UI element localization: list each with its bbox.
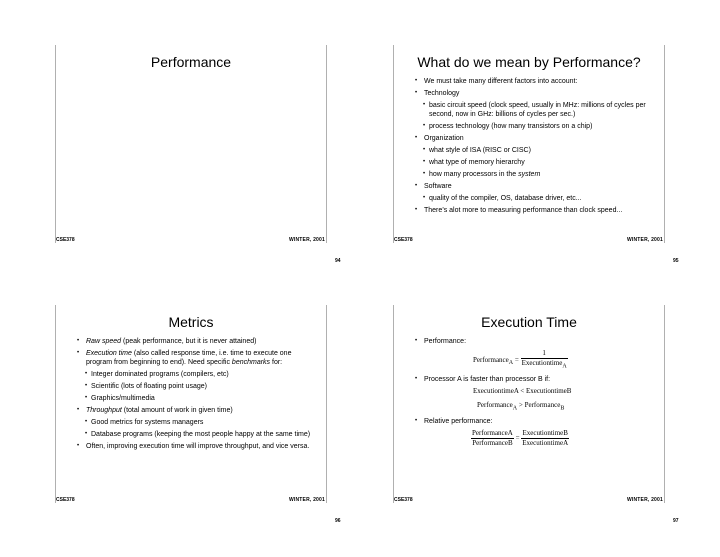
- slide-95: [393, 45, 679, 264]
- eq-den-sub: A: [562, 363, 567, 370]
- eq-fraction: [521, 349, 568, 371]
- list-subitem-text: what style of ISA (RISC or CISC): [429, 147, 531, 154]
- list-item: • Performance:: [415, 337, 655, 346]
- list-subitem-text: basic circuit speed (clock speed, usually in MHz: millions of cycles per second, now in GHz: billions of cycles per sec.): [429, 102, 646, 118]
- eq-right: Performance: [524, 401, 561, 409]
- equation-exec-compare: ExecutiontimeA < ExecutiontimeB: [473, 387, 572, 395]
- footer-course: CSE378: [56, 237, 75, 243]
- list-subitem-text: Integer dominated programs (compilers, etc): [91, 371, 229, 378]
- list-subitem: • what style of ISA (RISC or CISC): [423, 147, 531, 154]
- list-subitem: • basic circuit speed (clock speed, usually in MHz: millions of cycles per second, now in GHz: billions of cycles per sec.): [423, 102, 646, 118]
- slide-title: Metrics: [168, 314, 214, 330]
- eq-right-sub: B: [560, 405, 565, 412]
- slide-footer: [55, 495, 327, 505]
- eq-denominator: PerformanceB: [472, 439, 513, 447]
- list-item: • There’s alot more to measuring performance than clock speed...: [415, 206, 655, 215]
- list-item-text: for:: [272, 359, 283, 366]
- slide-title: Performance: [150, 54, 232, 70]
- slide-96: [55, 305, 341, 524]
- list-subitem-text: Graphics/multimedia: [91, 395, 155, 402]
- slide-94: [55, 45, 341, 264]
- footer-term: WINTER, 2001: [288, 237, 325, 243]
- slide-body: [415, 337, 655, 455]
- emphasis-text: system: [518, 171, 541, 178]
- eq-left-sub: A: [512, 405, 518, 412]
- footer-term: WINTER, 2001: [626, 497, 663, 503]
- emphasis-text: Throughput: [86, 407, 122, 414]
- equation-relative: [471, 429, 655, 455]
- list-item-text: (also called response time, i.e. time to execute one program from beginning to end). Need specific: [86, 350, 292, 366]
- eq-numerator: ExecutiontimeB: [522, 429, 568, 437]
- page-number: 96: [335, 518, 341, 524]
- list-item-text: (peak performance, but it is never attained): [122, 338, 257, 345]
- list-subitem-text: what type of memory hierarchy: [429, 159, 525, 166]
- emphasis-text: benchmarks: [231, 359, 271, 366]
- slide-body: [77, 337, 317, 454]
- list-subitem-text: Good metrics for systems managers: [91, 419, 204, 426]
- list-item: • Software: [415, 182, 655, 191]
- list-item-text: (total amount of work in given time): [123, 407, 233, 414]
- footer-term: WINTER, 2001: [626, 237, 663, 243]
- footer-course: CSE378: [394, 237, 413, 243]
- list-subitem: • Graphics/multimedia: [85, 395, 155, 402]
- eq-equals: =: [514, 355, 519, 364]
- list-subitem: • Scientific (lots of floating point usage): [85, 383, 207, 390]
- eq-den-text: Executiontime: [521, 359, 563, 367]
- emphasis-text: Execution time: [86, 350, 132, 357]
- list-subitem: • Integer dominated programs (compilers, etc): [85, 371, 229, 378]
- slide-97: [393, 305, 679, 524]
- list-item: • Organization: [415, 134, 655, 143]
- slide-body: [415, 77, 655, 218]
- page-number: 95: [673, 258, 679, 264]
- eq-lhs: Performance: [473, 355, 509, 364]
- list-item: [77, 337, 317, 346]
- eq-numerator: 1: [521, 349, 568, 359]
- list-item: [77, 406, 317, 415]
- list-item: • We must take many different factors into account:: [415, 77, 655, 86]
- list-item: • Technology: [415, 89, 655, 98]
- eq-denominator: [521, 359, 568, 371]
- list-subitem: • Good metrics for systems managers: [85, 419, 204, 426]
- eq-equals: =: [515, 434, 520, 443]
- equation-performance: [473, 349, 655, 375]
- slide-title: What do we mean by Performance?: [417, 54, 641, 70]
- emphasis-text: Raw speed: [86, 338, 122, 345]
- list-subitem: • quality of the compiler, OS, database driver, etc...: [423, 195, 582, 202]
- equation-perf-compare: [477, 401, 655, 417]
- list-subitem: • what type of memory hierarchy: [423, 159, 525, 166]
- eq-numerator: PerformanceA: [472, 429, 513, 437]
- list-item: • Processor A is faster than processor B if:: [415, 375, 655, 384]
- eq-denominator: ExecutiontimeA: [522, 439, 569, 447]
- list-item: • Relative performance:: [415, 417, 655, 426]
- footer-course: CSE378: [56, 497, 75, 503]
- eq-left: Performance: [477, 401, 513, 409]
- eq-op: >: [518, 401, 523, 409]
- footer-course: CSE378: [394, 497, 413, 503]
- list-subitem: • process technology (how many transistors on a chip): [423, 123, 593, 130]
- list-item: [77, 349, 317, 367]
- footer-term: WINTER, 2001: [288, 497, 325, 503]
- list-subitem-text: process technology (how many transistors on a chip): [429, 123, 593, 130]
- slide-frame: [55, 45, 327, 243]
- list-subitem-text: Scientific (lots of floating point usage): [91, 383, 207, 390]
- eq-fraction-right: [521, 429, 569, 448]
- page-number: 94: [335, 258, 341, 264]
- list-subitem: • how many processors in the system: [423, 171, 541, 178]
- list-subitem: • Database programs (keeping the most people happy at the same time): [85, 431, 311, 438]
- page-number: 97: [673, 518, 679, 524]
- list-item: • Often, improving execution time will improve throughput, and vice versa.: [77, 442, 317, 451]
- slide-title: Execution Time: [481, 314, 577, 330]
- list-subitem-text: Database programs (keeping the most people happy at the same time): [91, 431, 311, 438]
- list-subitem-text: quality of the compiler, OS, database driver, etc...: [429, 195, 582, 202]
- slide-footer: [393, 495, 665, 505]
- eq-lhs-sub: A: [508, 360, 514, 367]
- slide-footer: [393, 235, 665, 245]
- slide-footer: [55, 235, 327, 245]
- eq-fraction-left: [471, 429, 514, 448]
- list-subitem-text: how many processors in the: [429, 171, 517, 178]
